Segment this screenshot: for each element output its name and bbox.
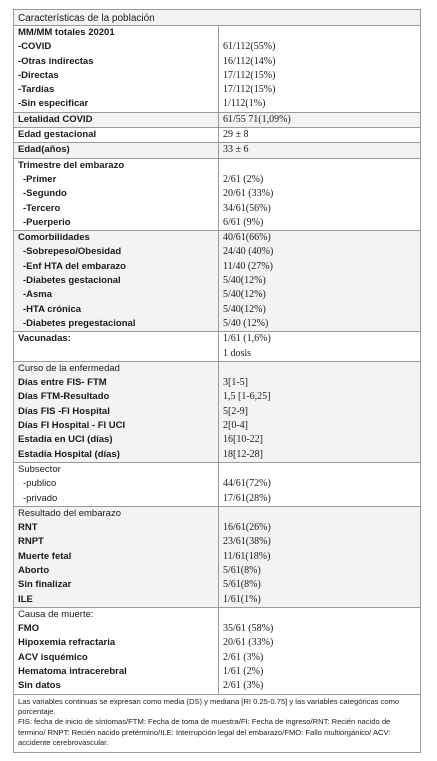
row-label: Hipoxemia refractaria: [18, 637, 116, 649]
table-row: [14, 622, 420, 636]
row-value: 44/61(72%): [218, 477, 420, 491]
row-label: Causa de muerte:: [18, 608, 94, 620]
row-label: Comorbilidades: [18, 232, 90, 244]
table-row: [14, 113, 420, 127]
row-label: Hematoma intracerebral: [18, 666, 127, 678]
row-label: Días FI Hospital - FI UCI: [18, 420, 126, 432]
row-label: Días entre FIS- FTM: [18, 377, 107, 389]
row-label: ILE: [18, 593, 33, 605]
row-value: 2/61 (3%): [218, 651, 420, 665]
table-row: [14, 173, 420, 187]
table-row: [14, 433, 420, 447]
row-label: Días FIS -FI Hospital: [18, 405, 110, 417]
table-row: [14, 69, 420, 83]
row-value: 11/40 (27%): [218, 260, 420, 274]
table-row: [14, 564, 420, 578]
row-value: 20/61 (33%): [218, 187, 420, 201]
row-value: 11/61(18%): [218, 550, 420, 564]
table-row: [14, 492, 420, 506]
row-value: 1/61 (2%): [218, 665, 420, 679]
row-label: -COVID: [18, 41, 52, 53]
row-value: 61/55 71(1,09%): [218, 113, 420, 127]
table-row: [14, 143, 420, 157]
row-label: -Puerperio: [23, 216, 71, 228]
table-row: [14, 448, 420, 462]
table-section: [13, 362, 421, 463]
row-label: -Directas: [18, 69, 59, 81]
footnote-line-2: FIS: fecha de inicio de síntomas/FTM: Fecha de toma de muestra/FI: Fecha de ingreso/RNT: Recién nacido de termino/ RNPT: Recién nacido pretérmino/ILE: Interrupción legal del embarazo/FMO: Fallo multiorgánico/ ACV: accidente cerebrovascular.: [18, 717, 391, 748]
footnote-line-1: Las variables continuas se expresan como media (DS) y mediana [RI 0.25-0.75] y las variables categóricas como porcentaje.: [18, 696, 400, 717]
row-label: RNPT: [18, 536, 44, 548]
row-label: -Primer: [23, 173, 57, 185]
row-value: 5/40(12%): [218, 288, 420, 302]
table-row: [14, 636, 420, 650]
table-row: [14, 507, 420, 521]
row-value: 5/61(8%): [218, 578, 420, 592]
row-value: 23/61(38%): [218, 535, 420, 549]
table-row: [14, 202, 420, 216]
row-value: 16[10-22]: [218, 433, 420, 447]
row-label: Aborto: [18, 564, 50, 576]
table-row: [14, 679, 420, 693]
row-value: 2/61 (2%): [218, 173, 420, 187]
table-section: [13, 507, 421, 608]
row-label: -Asma: [23, 289, 53, 301]
row-label: Curso de la enfermedad: [18, 362, 120, 374]
table-row: [14, 245, 420, 259]
row-label: Estadía Hospital (días): [18, 448, 120, 460]
table-row: [14, 187, 420, 201]
table-section: [13, 26, 421, 113]
row-value: 5/40 (12%): [218, 317, 420, 331]
table-row: [14, 593, 420, 607]
table-section: [13, 143, 421, 158]
table-row: [14, 376, 420, 390]
row-value: 1,5 [1-6,25]: [218, 390, 420, 404]
row-label: Sin datos: [18, 680, 61, 692]
row-value: 1/61 (1,6%): [218, 332, 420, 346]
table-row: [14, 362, 420, 376]
table-row: [14, 260, 420, 274]
row-label: -Diabetes pregestacional: [23, 317, 136, 329]
row-label: -HTA crónica: [23, 303, 82, 315]
row-label: RNT: [18, 522, 38, 534]
row-value: 40/61(66%): [218, 231, 420, 245]
row-label: Edad(años): [18, 144, 70, 156]
table-row: [14, 535, 420, 549]
population-characteristics-table: [13, 9, 421, 753]
table-section: [13, 463, 421, 507]
table-row: [14, 40, 420, 54]
row-value: [218, 608, 420, 622]
row-label: Resultado del embarazo: [18, 507, 121, 519]
table-row: [14, 550, 420, 564]
table-row: [14, 83, 420, 97]
row-label: [14, 347, 218, 361]
row-value: 61/112(55%): [218, 40, 420, 54]
row-value: 24/40 (40%): [218, 245, 420, 259]
row-label: MM/MM totales 20201: [18, 27, 115, 38]
table-section: [13, 128, 421, 143]
row-value: 17/112(15%): [218, 83, 420, 97]
row-label: -Sin especificar: [18, 98, 89, 110]
row-value: 2[0-4]: [218, 419, 420, 433]
table-row: [14, 97, 420, 111]
table-section: [13, 159, 421, 231]
row-value: 17/112(15%): [218, 69, 420, 83]
row-label: -Sobrepeso/Obesidad: [23, 246, 122, 258]
table-row: [14, 26, 420, 40]
row-value: 16/61(26%): [218, 521, 420, 535]
table-row: [14, 216, 420, 230]
row-label: Subsector: [18, 463, 61, 475]
row-value: 33 ± 6: [218, 143, 420, 157]
table-section: [13, 113, 421, 128]
row-value: 18[12-28]: [218, 448, 420, 462]
row-value: 5/61(8%): [218, 564, 420, 578]
row-label: Estadía en UCI (días): [18, 434, 113, 446]
table-row: [14, 274, 420, 288]
table-row: [14, 231, 420, 245]
table-row: [14, 55, 420, 69]
row-label: -publico: [23, 478, 57, 490]
row-label: Muerte fetal: [18, 550, 72, 562]
table-row: [14, 390, 420, 404]
row-value: 17/61(28%): [218, 492, 420, 506]
row-value: 1/61(1%): [218, 593, 420, 607]
row-label: -Enf HTA del embarazo: [23, 260, 126, 272]
table-row: [14, 477, 420, 491]
row-value: 20/61 (33%): [218, 636, 420, 650]
table-title: Características de la población: [13, 9, 421, 26]
table-row: [14, 332, 420, 346]
row-label: -Tercero: [23, 202, 61, 214]
row-label: -Otras indirectas: [18, 55, 94, 67]
table-body: [13, 26, 421, 695]
row-value: 1 dosis: [218, 347, 420, 361]
table-row: [14, 419, 420, 433]
table-row: [14, 578, 420, 592]
table-section: [13, 608, 421, 695]
row-value: 16/112(14%): [218, 55, 420, 69]
row-value: 1/112(1%): [218, 97, 420, 111]
row-value: 5/40(12%): [218, 274, 420, 288]
row-value: 29 ± 8: [218, 128, 420, 142]
table-section: [13, 231, 421, 332]
table-row: [14, 303, 420, 317]
row-value: [218, 362, 420, 376]
row-label: -Tardías: [18, 84, 55, 96]
row-label: -Segundo: [23, 188, 67, 200]
table-row: [14, 463, 420, 477]
row-value: 5[2-9]: [218, 405, 420, 419]
table-row: [14, 317, 420, 331]
row-label: FMO: [18, 623, 40, 635]
row-label: -Diabetes gestacional: [23, 275, 121, 287]
table-row: [14, 347, 420, 361]
row-value: [218, 507, 420, 521]
table-row: [14, 288, 420, 302]
row-value: [218, 26, 420, 40]
row-value: 34/61(56%): [218, 202, 420, 216]
table-row: [14, 159, 420, 173]
row-value: [218, 463, 420, 477]
row-label: Vacunadas:: [18, 333, 71, 345]
row-label: Edad gestacional: [18, 129, 97, 141]
row-label: ACV isquémico: [18, 651, 88, 663]
table-row: [14, 128, 420, 142]
table-section: [13, 332, 421, 362]
row-label: Trimestre del embarazo: [18, 159, 125, 171]
row-value: 5/40(12%): [218, 303, 420, 317]
row-value: 3[1-5]: [218, 376, 420, 390]
table-row: [14, 665, 420, 679]
row-label: Letalidad COVID: [18, 113, 93, 125]
table-row: [14, 651, 420, 665]
table-row: [14, 608, 420, 622]
row-value: 2/61 (3%): [218, 679, 420, 693]
row-value: 6/61 (9%): [218, 216, 420, 230]
row-label: -privado: [23, 492, 58, 504]
row-label: Días FTM-Resultado: [18, 391, 110, 403]
row-value: [218, 159, 420, 173]
table-row: [14, 405, 420, 419]
row-label: Sin finalizar: [18, 579, 72, 591]
table-footnote: [13, 695, 421, 753]
table-row: [14, 521, 420, 535]
row-value: 35/61 (58%): [218, 622, 420, 636]
